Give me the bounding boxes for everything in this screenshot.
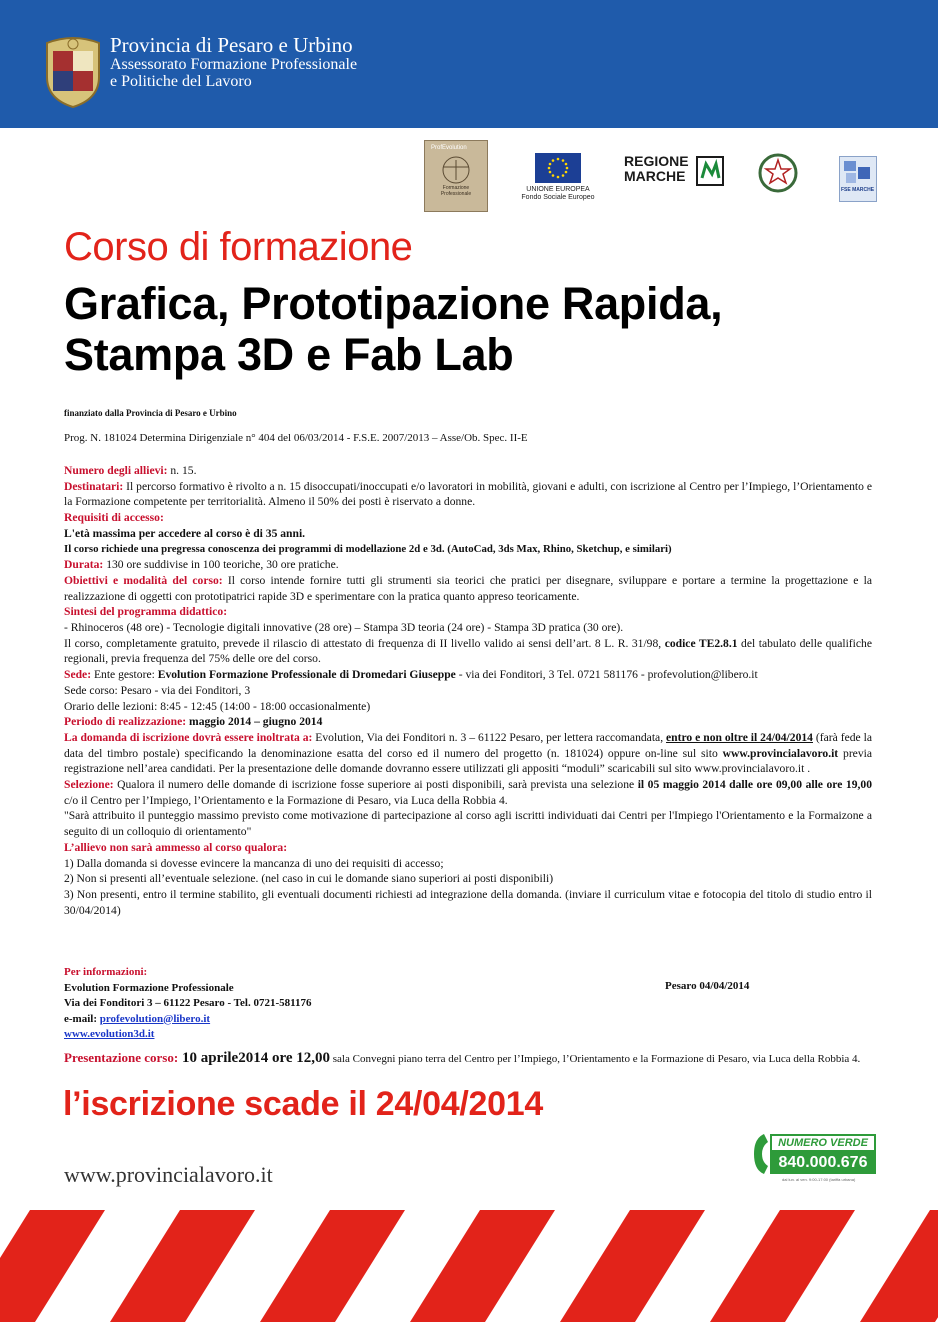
selection-text: Qualora il numero delle domande di iscrizione fosse superiore ai posti disponibili, sarà prevista una selezione [113, 778, 638, 792]
presentation-label: Presentazione corso: [64, 1050, 179, 1065]
duration-row [64, 557, 872, 573]
venue-label: Sede: [64, 668, 92, 682]
header-subtitle: Assessorato Formazione Professionale [110, 56, 358, 73]
selection-row [64, 777, 872, 808]
objectives-label: Obiettivi e modalità del corso: [64, 573, 223, 587]
selection-date: il 05 maggio 2014 dalle ore 09,00 alle ore 19,00 [637, 778, 872, 792]
footer-website: www.provincialavoro.it [64, 1162, 273, 1187]
course-details [64, 463, 872, 918]
regione-text-2: MARCHE [624, 168, 686, 184]
sponsor-logos [0, 140, 938, 210]
recipients-row [64, 479, 872, 510]
students-label: Numero degli allievi: [64, 464, 168, 477]
presentation-datetime: 10 aprile2014 ore 12,00 [178, 1050, 330, 1066]
numero-verde-badge [750, 1132, 874, 1176]
presentation-info [64, 1050, 874, 1067]
students-row [64, 463, 872, 479]
selection-text-2: c/o il Centro per l’Impiego, l’Orientamento e la Formazione di Pesaro, via Luca della Robbia 4. [64, 793, 508, 807]
numero-verde-number: 840.000.676 [770, 1152, 876, 1174]
contact-address: Via dei Fonditori 3 – 61122 Pesaro - Tel. 0721-581176 [64, 997, 312, 1009]
exclusion-2: 2) Non si presenti all’eventuale selezione. (nel caso in cui le domande siano superiori ai posti disponibili) [64, 872, 554, 886]
phone-icon [750, 1132, 770, 1176]
venue-ente-address: - via dei Fonditori, 3 Tel. 0721 581176 - profevolution@libero.it [455, 668, 758, 682]
venue-course: Sede corso: Pesaro - via dei Fonditori, 3 [64, 683, 251, 697]
contact-info [64, 965, 312, 1043]
duration-text: 130 ore suddivise in 100 teoriche, 30 ore pratiche. [103, 558, 339, 572]
requirements-age: L'età massima per accedere al corso è di 35 anni. [64, 526, 306, 540]
certificate-code: codice TE2.8.1 [664, 636, 738, 650]
website-link[interactable]: www.evolution3d.it [64, 1028, 155, 1040]
certificate-text: Il corso, completamente gratuito, prevede il rilascio di attestato di frequenza di II livello valido ai sensi dell’art. 8 L. R. 31/98, [64, 636, 665, 650]
header-banner [0, 0, 938, 128]
period-row [64, 714, 872, 730]
application-row [64, 730, 872, 777]
regione-marche-logo [624, 154, 694, 188]
document-date: Pesaro 04/04/2014 [665, 980, 750, 992]
course-title-line2: Stampa 3D e Fab Lab [64, 329, 514, 380]
requirements-label: Requisiti di accesso: [64, 511, 164, 525]
objectives-row [64, 573, 872, 604]
venue-row [64, 667, 872, 683]
italian-republic-emblem-icon [758, 152, 798, 194]
province-crest-icon [43, 33, 103, 109]
eu-label-line1: UNIONE EUROPEA [526, 186, 590, 193]
application-text: Evolution, Via dei Fonditori n. 3 – 61122 Pesaro, per lettera raccomandata, [312, 730, 667, 744]
application-deadline: entro e non oltre il 24/04/2014 [666, 730, 813, 744]
contact-name: Evolution Formazione Professionale [64, 981, 234, 994]
hazard-stripes [0, 1210, 938, 1322]
exclusion-3: 3) Non presenti, entro il termine stabilito, gli eventuali documenti richiesti ad integrazione della domanda. (inviare il curriculum vitae e fotocopia del titolo di studio entro il 30/04/2014) [64, 887, 872, 917]
regione-text-1: REGIONE [624, 153, 689, 169]
application-site: www.provincialavoro.it [722, 746, 839, 760]
selection-quote: "Sarà attribuito il punteggio massimo previsto come motivazione di partecipazione al corso agli iscritti individuati dai Centri per l'Impiego l'Orientamento e la Formaizone a seguito di un colloquio di orientamento" [64, 809, 872, 839]
contact-label: Per informazioni: [64, 966, 148, 978]
exclusion-1: 1) Dalla domanda si dovesse evincere la mancanza di uno dei requisiti di accesso; [64, 856, 444, 870]
deadline-banner: l’iscrizione scade il 24/04/2014 [63, 1085, 543, 1123]
eu-flag-icon [535, 153, 581, 183]
exclusion-label: L’allievo non sarà ammesso al corso qualora: [64, 840, 288, 854]
vitruvian-icon [435, 155, 477, 185]
recipients-label: Destinatari: [64, 479, 124, 493]
syllabus-label: Sintesi del programma didattico: [64, 605, 228, 619]
fse-marche-logo [839, 156, 877, 202]
header-title: Provincia di Pesaro e Urbino [110, 33, 353, 57]
duration-label: Durata: [64, 558, 104, 572]
application-label: La domanda di iscrizione dovrà essere inoltrata a: [64, 730, 313, 744]
header-subtitle-2: e Politiche del Lavoro [110, 73, 252, 90]
requirements-knowledge: Il corso richiede una pregressa conoscenza dei programmi di modellazione 2d e 3d. (AutoCad, 3ds Max, Rhino, Sketchup, e similari) [64, 542, 672, 555]
objectives-text: Il corso intende fornire tutti gli strumenti sia teorici che pratici per disegnare, sviluppare e portare a termine la progettazione e la realizzazione di oggetti con prototipatrici rapide 3D e sperimentare con la pratica quanto appreso teoricamente. [64, 573, 872, 603]
eu-label-line2: Fondo Sociale Europeo [521, 194, 595, 201]
course-title-line1: Grafica, Prototipazione Rapida, [64, 278, 723, 329]
period-label: Periodo di realizzazione: [64, 715, 187, 729]
course-title [64, 278, 722, 380]
period-value: maggio 2014 – giugno 2014 [186, 715, 323, 729]
application-text-3: previa registrazione nell’area candidati. Per la presentazione delle domande dovranno essere utilizzati gli appositi “moduli” scaricabili sul sito www.provincialavoro.it . [64, 746, 872, 776]
syllabus-modules: - Rhinoceros (48 ore) - Tecnologie digitali innovative (28 ore) – Stampa 3D teoria (24 ore) - Stampa 3D pratica (30 ore). [64, 621, 624, 635]
numero-verde-note: dal lun. al ven. 9:00-17:00 (tariffa urbana) [782, 1177, 856, 1182]
lesson-hours: Orario delle lezioni: 8:45 - 12:45 (14:00 - 18:00 occasionalmente) [64, 699, 371, 713]
evolution-logo [424, 140, 488, 212]
email-label: e-mail: [64, 1012, 100, 1025]
evolution-logo-text: ProfEvolution [431, 145, 467, 151]
email-link[interactable]: profevolution@libero.it [99, 1012, 211, 1025]
students-value: n. 15. [167, 464, 197, 477]
recipients-text: Il percorso formativo è rivolto a n. 15 disoccupati/inoccupati e/o lavoratori in mobilità, giovani e adulti, con iscrizione al Centro per l’Impiego, l’Orientamento e la Formazione competente per territorialità. Almeno il 50% dei posti è riservato a donne. [64, 479, 872, 509]
project-reference: Prog. N. 181024 Determina Dirigenziale n° 404 del 06/03/2014 - F.S.E. 2007/2013 – Asse/Ob. Spec. II-E [64, 432, 528, 444]
certificate-text-end: del tabulato delle qualifiche regionali, previa frequenza del 75% delle ore del corso. [64, 636, 872, 666]
evolution-logo-subtext: Formazione Professionale [440, 185, 472, 197]
syllabus-certificate [64, 636, 872, 667]
selection-label: Selezione: [64, 778, 114, 792]
fse-marche-text: FSE MARCHE [841, 187, 875, 193]
fse-marche-icon [840, 157, 876, 187]
application-text-2: (farà fede la data del timbro postale) specificando la denominazione esatta del corso ed il numero del progetto (n. 181024) oppure on-line sul sito [64, 730, 872, 760]
course-label: Corso di formazione [64, 225, 413, 269]
numero-verde-label: NUMERO VERDE [770, 1134, 876, 1152]
presentation-place: sala Convegni piano terra del Centro per l’Impiego, l’Orientamento e la Formazione di Pesaro, via Luca della Robbia 4. [330, 1053, 861, 1065]
funded-by: finanziato dalla Provincia di Pesaro e Urbino [64, 408, 237, 418]
eu-label [510, 186, 606, 202]
regione-marche-icon [696, 156, 724, 186]
venue-ente-name: Evolution Formazione Professionale di Dromedari Giuseppe [157, 668, 456, 682]
venue-ente-label: Ente gestore: [91, 668, 158, 682]
